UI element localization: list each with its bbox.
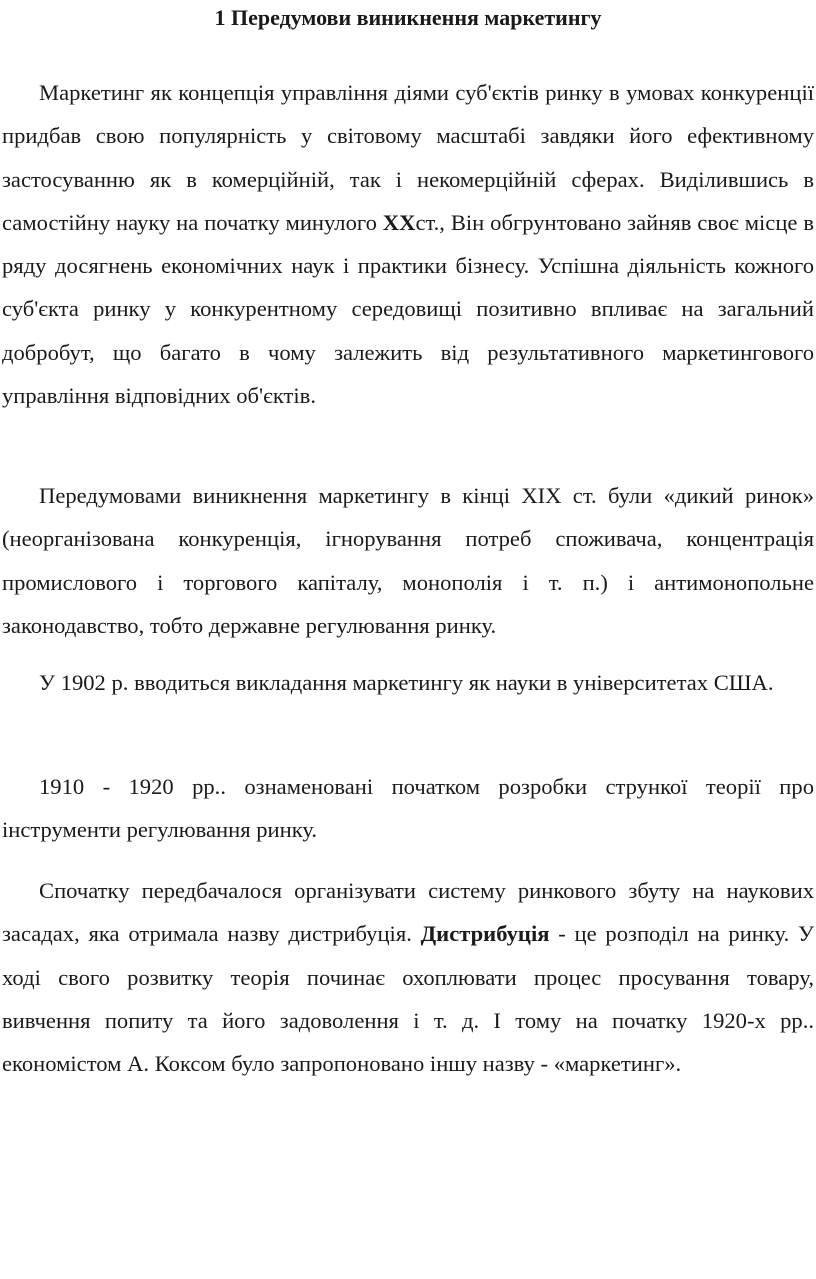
paragraph-text: - це розподіл на ринку. У ході свого розвитку теорія починає охоплювати процес просування товару, вивчення попиту та його задоволення і т. д. І тому на початку 1920-х рр.. економістом А. Коксом було запропоновано іншу назву - «маркетинг».: [2, 921, 814, 1077]
paragraph-text: Спочатку передбачалося організувати систему ринкового збуту на наукових засадах, яка отримала назву дистрибуція.: [2, 878, 814, 947]
paragraph-1902: У 1902 р. вводиться викладання маркетингу як науки в університетах США.: [39, 670, 774, 695]
paragraph-text: Маркетинг як концепція управління діями суб'єктів ринку в умовах конкуренції придбав свою популярність у світовому масштабі завдяки його ефективному застосуванню як в комерційній, так і некомерційній сферах. Виділившись в самостійну науку на початку минулого: [2, 80, 814, 235]
page-title: 1 Передумови виникнення маркетингу: [214, 5, 602, 30]
paragraph-distribution: [2, 869, 814, 1085]
bold-term-distribution: Дистрибуція: [420, 921, 550, 947]
paragraph-prerequisites: Передумовами виникнення маркетингу в кінці XIX ст. були «дикий ринок» (неорганізована конкуренція, ігнорування потреб споживача, концентрація промислового і торгового капіталу, монополія і т. п.) і антимонопольне законодавство, тобто державне регулювання ринку.: [2, 483, 814, 638]
paragraph-text: ст., Він обгрунтовано зайняв своє місце в ряду досягнень економічних наук і практики бізнесу. Успішна діяльність кожного суб'єкта ринку у конкурентному середовищі позитивно впливає на загальний добробут, що багато в чому залежить від результативного маркетингового управління відповідних об'єктів.: [2, 209, 815, 409]
bold-century: XX: [382, 209, 416, 235]
paragraph-marketing-concept: [2, 71, 814, 417]
paragraph-1910-1920: 1910 - 1920 рр.. ознаменовані початком розробки стрункої теорії про інструменти регулювання ринку.: [2, 774, 814, 843]
